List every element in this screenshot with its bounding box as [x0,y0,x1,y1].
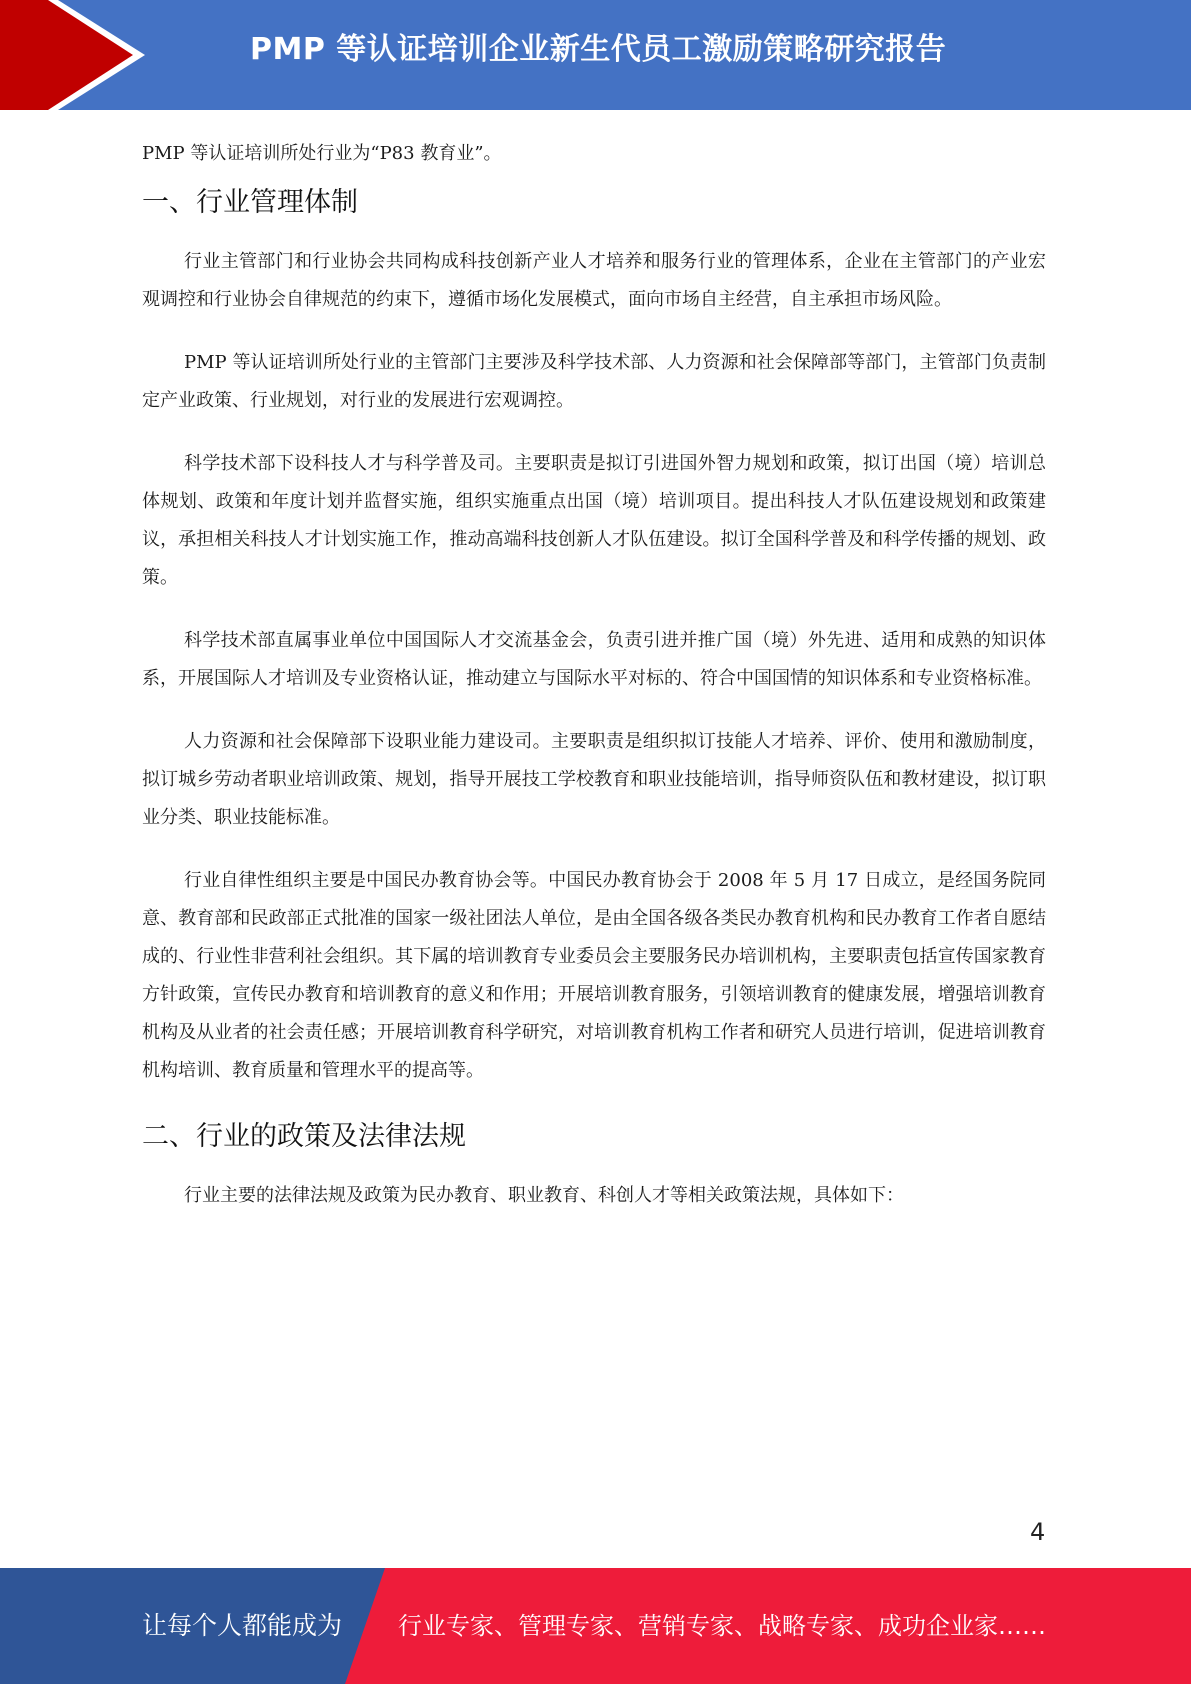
paragraph: 行业主管部门和行业协会共同构成科技创新产业人才培养和服务行业的管理体系，企业在主管部门的产业宏观调控和行业协会自律规范的约束下，遵循市场化发展模式，面向市场自主经营，自主承担市场风险。 [142,251,1046,310]
footer-banner [0,1568,1191,1684]
intro-line: PMP 等认证培训所处行业为“P83 教育业”。 [142,143,502,164]
page-number: 4 [1030,1518,1046,1546]
footer-slogan-right: 行业专家、管理专家、营销专家、战略专家、成功企业家…… [398,1612,1046,1640]
footer-slogan-left: 让每个人都能成为 [142,1611,343,1640]
paragraph: 科学技术部直属事业单位中国国际人才交流基金会，负责引进并推广国（境）外先进、适用和成熟的知识体系，开展国际人才培训及专业资格认证，推动建立与国际水平对标的、符合中国国情的知识体系和专业资格标准。 [142,630,1046,689]
chevron-fill [0,0,133,110]
red-chevron-shape [0,0,160,110]
paragraph: 行业主要的法律法规及政策为民办教育、职业教育、科创人才等相关政策法规，具体如下： [184,1185,904,1206]
header-banner [0,0,1191,110]
paragraph: 人力资源和社会保障部下设职业能力建设司。主要职责是组织拟订技能人才培养、评价、使用和激励制度，拟订城乡劳动者职业培训政策、规划，指导开展技工学校教育和职业技能培训，指导师资队伍和教材建设，拟订职业分类、职业技能标准。 [142,731,1046,828]
paragraph: 科学技术部下设科技人才与科学普及司。主要职责是拟订引进国外智力规划和政策，拟订出国（境）培训总体规划、政策和年度计划并监督实施，组织实施重点出国（境）培训项目。提出科技人才队伍建设规划和政策建议，承担相关科技人才计划实施工作，推动高端科技创新人才队伍建设。拟订全国科学普及和科学传播的规划、政策。 [142,453,1046,588]
document-body [142,135,1046,1240]
section-heading-management: 一、行业管理体制 [142,187,358,218]
section-heading-policy: 二、行业的政策及法律法规 [142,1121,466,1152]
paragraph: PMP 等认证培训所处行业的主管部门主要涉及科学技术部、人力资源和社会保障部等部门，主管部门负责制定产业政策、行业规划，对行业的发展进行宏观调控。 [142,352,1046,411]
document-title: PMP 等认证培训企业新生代员工激励策略研究报告 [250,32,947,67]
paragraph: 行业自律性组织主要是中国民办教育协会等。中国民办教育协会于 2008 年 5 月 17 日成立，是经国务院同意、教育部和民政部正式批准的国家一级社团法人单位，是由全国各级各类民办教育机构和民办教育工作者自愿结成的、行业性非营利社会组织。其下属的培训教育专业委员会主要服务民办培训机构，主要职责包括宣传国家教育方针政策，宣传民办教育和培训教育的意义和作用；开展培训教育服务，引领培训教育的健康发展，增强培训教育机构及从业者的社会责任感；开展培训教育科学研究，对培训教育机构工作者和研究人员进行培训，促进培训教育机构培训、教育质量和管理水平的提高等。 [142,870,1046,1081]
